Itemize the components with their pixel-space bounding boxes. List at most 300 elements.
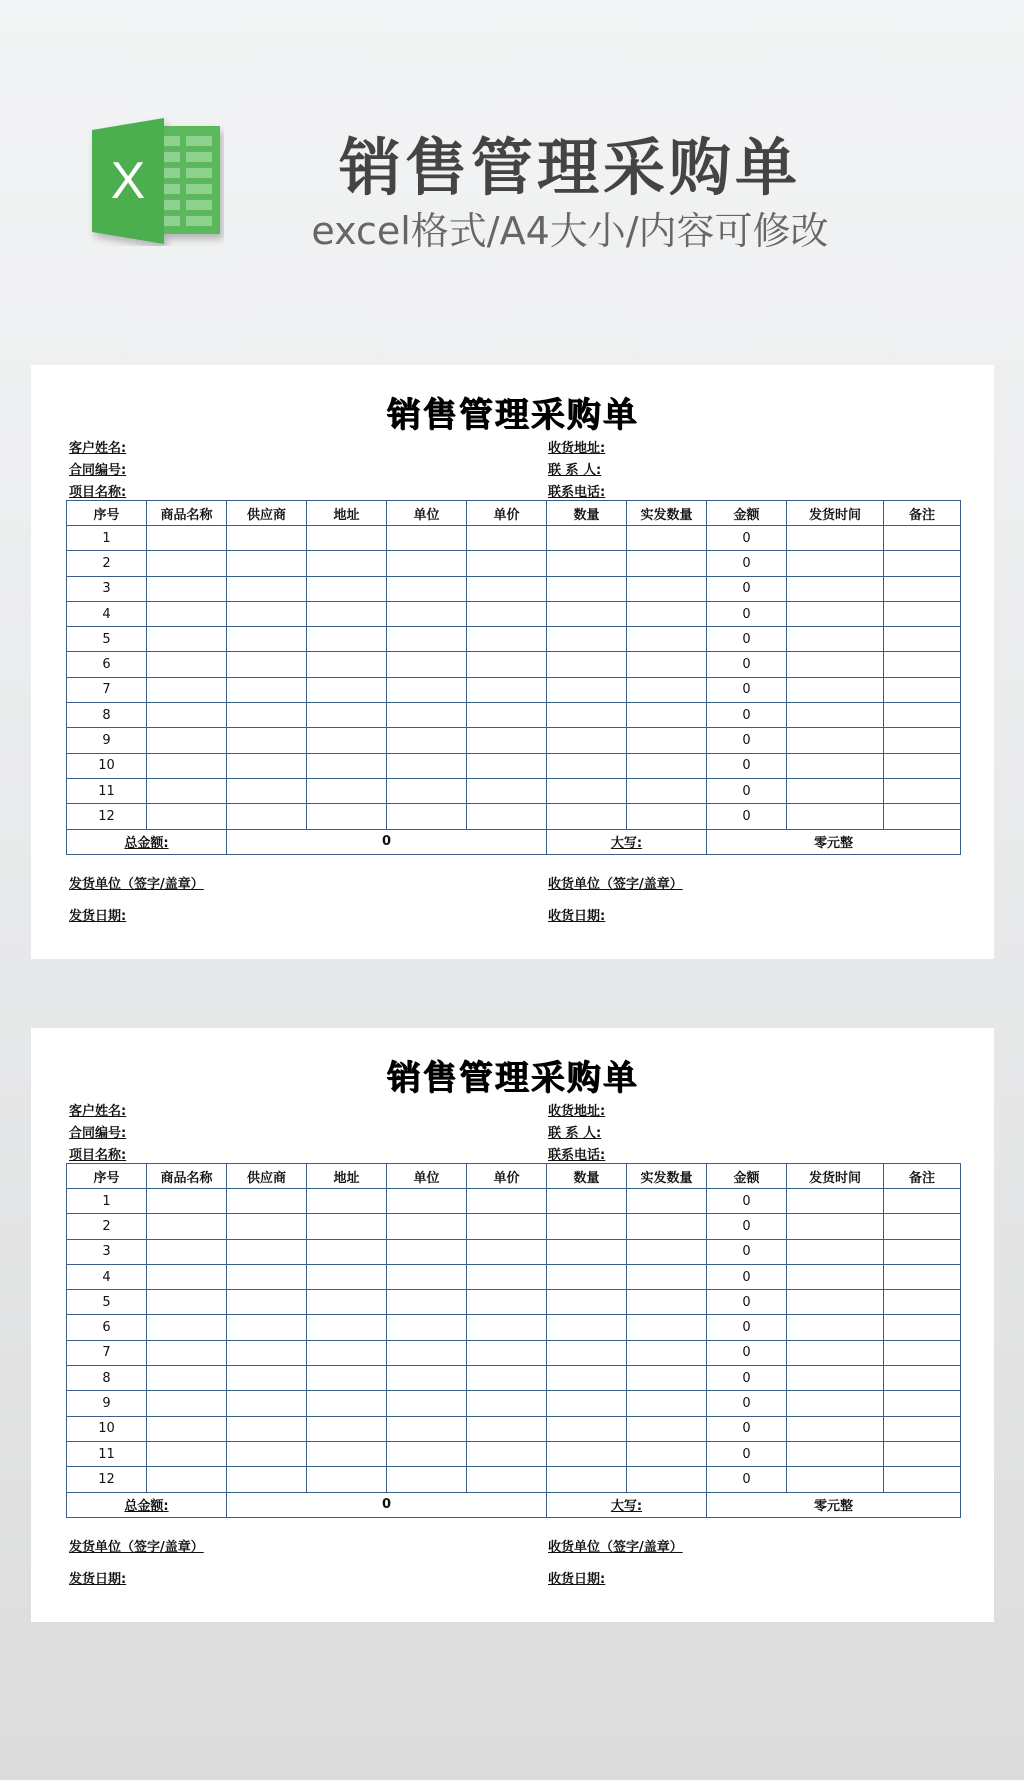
table-cell[interactable] <box>387 1264 467 1289</box>
info-label-left: 合同编号: <box>69 463 127 478</box>
table-cell[interactable] <box>307 677 387 702</box>
table-cell[interactable] <box>467 1290 547 1315</box>
table-cell[interactable] <box>467 1467 547 1492</box>
table-row <box>67 627 961 652</box>
table-cell[interactable] <box>147 601 227 626</box>
table-cell[interactable] <box>227 601 307 626</box>
table-cell[interactable] <box>627 778 707 803</box>
amount-cell[interactable]: 0 <box>707 1189 787 1214</box>
table-cell[interactable] <box>387 753 467 778</box>
amount-cell[interactable]: 0 <box>707 627 787 652</box>
amount-cell[interactable]: 0 <box>707 1264 787 1289</box>
table-cell[interactable] <box>547 1441 627 1466</box>
column-header: 数量 <box>547 1164 627 1189</box>
table-cell[interactable] <box>787 627 884 652</box>
table-cell[interactable] <box>547 1189 627 1214</box>
table-cell[interactable] <box>627 576 707 601</box>
table-cell[interactable] <box>467 601 547 626</box>
table-row <box>67 1366 961 1391</box>
table-cell[interactable] <box>387 703 467 728</box>
row-number-cell[interactable]: 8 <box>67 703 147 728</box>
amount-cell[interactable]: 0 <box>707 601 787 626</box>
amount-cell[interactable]: 0 <box>707 1467 787 1492</box>
row-number-cell[interactable]: 3 <box>67 1239 147 1264</box>
amount-cell[interactable]: 0 <box>707 1391 787 1416</box>
table-cell[interactable] <box>467 652 547 677</box>
table-cell[interactable] <box>467 677 547 702</box>
table-cell[interactable] <box>307 1391 387 1416</box>
table-cell[interactable] <box>627 1290 707 1315</box>
table-cell[interactable] <box>884 1189 961 1214</box>
table-cell[interactable] <box>227 526 307 551</box>
table-cell[interactable] <box>147 1416 227 1441</box>
table-cell[interactable] <box>787 1264 884 1289</box>
table-cell[interactable] <box>547 627 627 652</box>
amount-cell[interactable]: 0 <box>707 753 787 778</box>
table-cell[interactable] <box>307 728 387 753</box>
amount-cell[interactable]: 0 <box>707 1214 787 1239</box>
table-cell[interactable] <box>387 551 467 576</box>
table-cell[interactable] <box>787 551 884 576</box>
table-cell[interactable] <box>787 652 884 677</box>
table-cell[interactable] <box>547 1239 627 1264</box>
table-cell[interactable] <box>787 1189 884 1214</box>
column-header: 供应商 <box>227 1164 307 1189</box>
table-cell[interactable] <box>387 601 467 626</box>
table-cell[interactable] <box>307 1264 387 1289</box>
table-cell[interactable] <box>147 1366 227 1391</box>
info-label-left: 客户姓名: <box>69 441 127 456</box>
table-cell[interactable] <box>147 1391 227 1416</box>
row-number-cell[interactable]: 7 <box>67 1340 147 1365</box>
row-number-cell[interactable]: 12 <box>67 804 147 829</box>
table-cell[interactable] <box>147 1467 227 1492</box>
table-cell[interactable] <box>787 728 884 753</box>
table-cell[interactable] <box>227 627 307 652</box>
table-cell[interactable] <box>307 601 387 626</box>
amount-cell[interactable]: 0 <box>707 526 787 551</box>
table-cell[interactable] <box>307 1189 387 1214</box>
table-cell[interactable] <box>467 1189 547 1214</box>
table-cell[interactable] <box>627 753 707 778</box>
table-cell[interactable] <box>627 703 707 728</box>
table-cell[interactable] <box>467 627 547 652</box>
table-cell[interactable] <box>147 551 227 576</box>
table-cell[interactable] <box>307 1239 387 1264</box>
info-label-left: 合同编号: <box>69 1126 127 1141</box>
row-number-cell[interactable]: 2 <box>67 551 147 576</box>
table-cell[interactable] <box>547 652 627 677</box>
table-cell[interactable] <box>884 1315 961 1340</box>
table-cell[interactable] <box>147 703 227 728</box>
table-cell[interactable] <box>627 526 707 551</box>
table-cell[interactable] <box>884 1214 961 1239</box>
daxie-value: 零元整 <box>707 1492 961 1517</box>
table-cell[interactable] <box>147 1189 227 1214</box>
table-cell[interactable] <box>227 652 307 677</box>
table-row <box>67 1214 961 1239</box>
table-cell[interactable] <box>627 1441 707 1466</box>
table-row <box>67 677 961 702</box>
table-cell[interactable] <box>387 1366 467 1391</box>
amount-cell[interactable]: 0 <box>707 1340 787 1365</box>
amount-cell[interactable]: 0 <box>707 576 787 601</box>
table-cell[interactable] <box>787 1366 884 1391</box>
table-cell[interactable] <box>307 526 387 551</box>
table-cell[interactable] <box>884 1467 961 1492</box>
table-cell[interactable] <box>547 1340 627 1365</box>
table-cell[interactable] <box>307 703 387 728</box>
row-number-cell[interactable]: 5 <box>67 627 147 652</box>
amount-cell[interactable]: 0 <box>707 652 787 677</box>
table-cell[interactable] <box>387 1290 467 1315</box>
table-row <box>67 526 961 551</box>
table-cell[interactable] <box>884 576 961 601</box>
table-cell[interactable] <box>387 1441 467 1466</box>
amount-cell[interactable]: 0 <box>707 1239 787 1264</box>
row-number-cell[interactable]: 6 <box>67 652 147 677</box>
table-cell[interactable] <box>467 728 547 753</box>
table-cell[interactable] <box>307 1290 387 1315</box>
table-cell[interactable] <box>787 1416 884 1441</box>
info-label-right: 收货地址: <box>548 441 606 456</box>
table-cell[interactable] <box>467 526 547 551</box>
table-cell[interactable] <box>147 778 227 803</box>
row-number-cell[interactable]: 4 <box>67 601 147 626</box>
table-cell[interactable] <box>227 1189 307 1214</box>
table-cell[interactable] <box>884 1391 961 1416</box>
table-cell[interactable] <box>467 1239 547 1264</box>
table-cell[interactable] <box>787 1467 884 1492</box>
row-number-cell[interactable]: 4 <box>67 1264 147 1289</box>
amount-cell[interactable]: 0 <box>707 1315 787 1340</box>
column-header: 实发数量 <box>627 501 707 526</box>
table-cell[interactable] <box>227 1340 307 1365</box>
table-cell[interactable] <box>547 1264 627 1289</box>
table-cell[interactable] <box>307 1214 387 1239</box>
table-cell[interactable] <box>227 1391 307 1416</box>
footer-label-left: 发货单位（签字/盖章） <box>69 1540 204 1555</box>
table-cell[interactable] <box>787 576 884 601</box>
info-label-left: 客户姓名: <box>69 1104 127 1119</box>
table-cell[interactable] <box>627 1264 707 1289</box>
table-cell[interactable] <box>387 526 467 551</box>
table-cell[interactable] <box>147 753 227 778</box>
table-cell[interactable] <box>884 1340 961 1365</box>
table-cell[interactable] <box>387 576 467 601</box>
row-number-cell[interactable]: 11 <box>67 778 147 803</box>
table-cell[interactable] <box>787 601 884 626</box>
table-cell[interactable] <box>227 1416 307 1441</box>
table-cell[interactable] <box>787 1315 884 1340</box>
table-cell[interactable] <box>627 627 707 652</box>
table-cell[interactable] <box>467 1315 547 1340</box>
table-cell[interactable] <box>147 526 227 551</box>
table-cell[interactable] <box>467 703 547 728</box>
table-cell[interactable] <box>387 1340 467 1365</box>
table-cell[interactable] <box>147 1340 227 1365</box>
table-cell[interactable] <box>227 804 307 829</box>
table-cell[interactable] <box>227 551 307 576</box>
table-cell[interactable] <box>787 1441 884 1466</box>
table-cell[interactable] <box>884 1264 961 1289</box>
table-cell[interactable] <box>787 1340 884 1365</box>
table-cell[interactable] <box>387 778 467 803</box>
table-cell[interactable] <box>467 778 547 803</box>
table-cell[interactable] <box>227 753 307 778</box>
table-cell[interactable] <box>787 703 884 728</box>
table-cell[interactable] <box>627 728 707 753</box>
table-cell[interactable] <box>884 1441 961 1466</box>
column-header: 单位 <box>387 501 467 526</box>
table-cell[interactable] <box>307 1467 387 1492</box>
table-cell[interactable] <box>467 576 547 601</box>
order-sheet <box>31 1028 994 1622</box>
table-cell[interactable] <box>547 1214 627 1239</box>
total-label: 总金额: <box>67 829 227 854</box>
column-header: 供应商 <box>227 501 307 526</box>
table-cell[interactable] <box>787 1214 884 1239</box>
table-cell[interactable] <box>307 1441 387 1466</box>
table-cell[interactable] <box>547 804 627 829</box>
table-cell[interactable] <box>227 1214 307 1239</box>
table-row <box>67 1441 961 1466</box>
footer-label-right: 收货日期: <box>548 909 606 924</box>
table-cell[interactable] <box>387 652 467 677</box>
table-cell[interactable] <box>227 1467 307 1492</box>
table-cell[interactable] <box>467 804 547 829</box>
table-cell[interactable] <box>307 627 387 652</box>
table-cell[interactable] <box>467 1214 547 1239</box>
table-cell[interactable] <box>627 1366 707 1391</box>
footer-label-right: 收货单位（签字/盖章） <box>548 1540 683 1555</box>
amount-cell[interactable]: 0 <box>707 1366 787 1391</box>
row-number-cell[interactable]: 10 <box>67 1416 147 1441</box>
table-cell[interactable] <box>147 1214 227 1239</box>
table-cell[interactable] <box>787 778 884 803</box>
sheet-title: 销售管理采购单 <box>386 1058 639 1098</box>
table-cell[interactable] <box>627 677 707 702</box>
table-cell[interactable] <box>787 1290 884 1315</box>
amount-cell[interactable]: 0 <box>707 728 787 753</box>
table-cell[interactable] <box>884 703 961 728</box>
table-cell[interactable] <box>467 1391 547 1416</box>
table-cell[interactable] <box>884 1366 961 1391</box>
table-cell[interactable] <box>547 1416 627 1441</box>
table-cell[interactable] <box>307 652 387 677</box>
table-cell[interactable] <box>547 1391 627 1416</box>
table-cell[interactable] <box>227 1366 307 1391</box>
table-cell[interactable] <box>467 1340 547 1365</box>
table-cell[interactable] <box>627 1340 707 1365</box>
table-cell[interactable] <box>467 1264 547 1289</box>
table-cell[interactable] <box>227 1290 307 1315</box>
table-cell[interactable] <box>627 551 707 576</box>
table-cell[interactable] <box>387 1391 467 1416</box>
table-cell[interactable] <box>787 753 884 778</box>
table-cell[interactable] <box>147 1264 227 1289</box>
table-cell[interactable] <box>787 677 884 702</box>
table-cell[interactable] <box>227 1264 307 1289</box>
table-cell[interactable] <box>547 753 627 778</box>
table-cell[interactable] <box>884 551 961 576</box>
table-cell[interactable] <box>387 804 467 829</box>
table-cell[interactable] <box>147 1441 227 1466</box>
row-number-cell[interactable]: 2 <box>67 1214 147 1239</box>
table-cell[interactable] <box>787 1239 884 1264</box>
row-number-cell[interactable]: 1 <box>67 526 147 551</box>
table-cell[interactable] <box>387 627 467 652</box>
row-number-cell[interactable]: 9 <box>67 728 147 753</box>
amount-cell[interactable]: 0 <box>707 1290 787 1315</box>
table-cell[interactable] <box>147 728 227 753</box>
footer-label-right: 收货单位（签字/盖章） <box>548 877 683 892</box>
table-cell[interactable] <box>627 1315 707 1340</box>
column-header: 备注 <box>884 501 961 526</box>
table-cell[interactable] <box>627 1467 707 1492</box>
table-cell[interactable] <box>227 703 307 728</box>
table-cell[interactable] <box>627 652 707 677</box>
table-row <box>67 576 961 601</box>
row-number-cell[interactable]: 3 <box>67 576 147 601</box>
table-cell[interactable] <box>147 804 227 829</box>
table-cell[interactable] <box>147 677 227 702</box>
amount-cell[interactable]: 0 <box>707 551 787 576</box>
row-number-cell[interactable]: 6 <box>67 1315 147 1340</box>
column-header: 地址 <box>307 1164 387 1189</box>
table-cell[interactable] <box>884 627 961 652</box>
table-cell[interactable] <box>147 1239 227 1264</box>
column-header: 金额 <box>707 501 787 526</box>
table-cell[interactable] <box>627 804 707 829</box>
table-cell[interactable] <box>627 1214 707 1239</box>
table-cell[interactable] <box>467 1441 547 1466</box>
table-cell[interactable] <box>884 1239 961 1264</box>
row-number-cell[interactable]: 1 <box>67 1189 147 1214</box>
table-cell[interactable] <box>547 703 627 728</box>
table-cell[interactable] <box>227 1315 307 1340</box>
table-cell[interactable] <box>627 1189 707 1214</box>
table-cell[interactable] <box>884 652 961 677</box>
table-cell[interactable] <box>884 804 961 829</box>
table-cell[interactable] <box>307 551 387 576</box>
amount-cell[interactable]: 0 <box>707 804 787 829</box>
table-cell[interactable] <box>307 576 387 601</box>
table-cell[interactable] <box>387 677 467 702</box>
table-cell[interactable] <box>884 1416 961 1441</box>
row-number-cell[interactable]: 11 <box>67 1441 147 1466</box>
row-number-cell[interactable]: 7 <box>67 677 147 702</box>
table-cell[interactable] <box>147 627 227 652</box>
table-cell[interactable] <box>227 576 307 601</box>
row-number-cell[interactable]: 10 <box>67 753 147 778</box>
table-cell[interactable] <box>387 1239 467 1264</box>
table-cell[interactable] <box>387 1315 467 1340</box>
table-cell[interactable] <box>147 652 227 677</box>
svg-text:X: X <box>110 152 146 210</box>
table-cell[interactable] <box>307 1416 387 1441</box>
table-cell[interactable] <box>884 1290 961 1315</box>
table-cell[interactable] <box>884 728 961 753</box>
table-cell[interactable] <box>307 1340 387 1365</box>
table-cell[interactable] <box>547 778 627 803</box>
footer-label-right: 收货日期: <box>548 1572 606 1587</box>
table-cell[interactable] <box>387 1416 467 1441</box>
table-cell[interactable] <box>547 1467 627 1492</box>
amount-cell[interactable]: 0 <box>707 677 787 702</box>
table-cell[interactable] <box>387 1189 467 1214</box>
table-cell[interactable] <box>227 1239 307 1264</box>
table-cell[interactable] <box>387 728 467 753</box>
table-cell[interactable] <box>547 551 627 576</box>
table-cell[interactable] <box>307 804 387 829</box>
table-cell[interactable] <box>307 1315 387 1340</box>
table-cell[interactable] <box>627 601 707 626</box>
table-cell[interactable] <box>547 601 627 626</box>
table-cell[interactable] <box>227 778 307 803</box>
table-cell[interactable] <box>147 576 227 601</box>
table-cell[interactable] <box>547 728 627 753</box>
row-number-cell[interactable]: 8 <box>67 1366 147 1391</box>
table-cell[interactable] <box>547 1366 627 1391</box>
table-cell[interactable] <box>884 601 961 626</box>
table-cell[interactable] <box>467 1366 547 1391</box>
table-cell[interactable] <box>547 576 627 601</box>
amount-cell[interactable]: 0 <box>707 1441 787 1466</box>
table-cell[interactable] <box>227 728 307 753</box>
daxie-label: 大写: <box>547 1492 707 1517</box>
table-cell[interactable] <box>307 753 387 778</box>
table-cell[interactable] <box>547 677 627 702</box>
table-cell[interactable] <box>884 753 961 778</box>
table-cell[interactable] <box>227 677 307 702</box>
table-cell[interactable] <box>787 526 884 551</box>
table-cell[interactable] <box>547 526 627 551</box>
table-cell[interactable] <box>467 1416 547 1441</box>
row-number-cell[interactable]: 5 <box>67 1290 147 1315</box>
amount-cell[interactable]: 0 <box>707 703 787 728</box>
table-cell[interactable] <box>227 1441 307 1466</box>
table-cell[interactable] <box>387 1467 467 1492</box>
table-cell[interactable] <box>787 804 884 829</box>
table-cell[interactable] <box>467 551 547 576</box>
amount-cell[interactable]: 0 <box>707 778 787 803</box>
amount-cell[interactable]: 0 <box>707 1416 787 1441</box>
order-table <box>66 1163 961 1518</box>
table-row <box>67 1467 961 1492</box>
row-number-cell[interactable]: 9 <box>67 1391 147 1416</box>
table-cell[interactable] <box>884 677 961 702</box>
table-cell[interactable] <box>884 526 961 551</box>
table-cell[interactable] <box>547 1290 627 1315</box>
table-cell[interactable] <box>147 1290 227 1315</box>
table-cell[interactable] <box>387 1214 467 1239</box>
table-cell[interactable] <box>147 1315 227 1340</box>
table-cell[interactable] <box>627 1391 707 1416</box>
column-header: 单价 <box>467 501 547 526</box>
table-cell[interactable] <box>467 753 547 778</box>
table-cell[interactable] <box>884 778 961 803</box>
table-cell[interactable] <box>307 778 387 803</box>
table-cell[interactable] <box>627 1416 707 1441</box>
info-label-right: 联 系 人: <box>548 463 602 478</box>
table-cell[interactable] <box>547 1315 627 1340</box>
row-number-cell[interactable]: 12 <box>67 1467 147 1492</box>
table-cell[interactable] <box>627 1239 707 1264</box>
table-row <box>67 1391 961 1416</box>
table-cell[interactable] <box>307 1366 387 1391</box>
table-cell[interactable] <box>787 1391 884 1416</box>
